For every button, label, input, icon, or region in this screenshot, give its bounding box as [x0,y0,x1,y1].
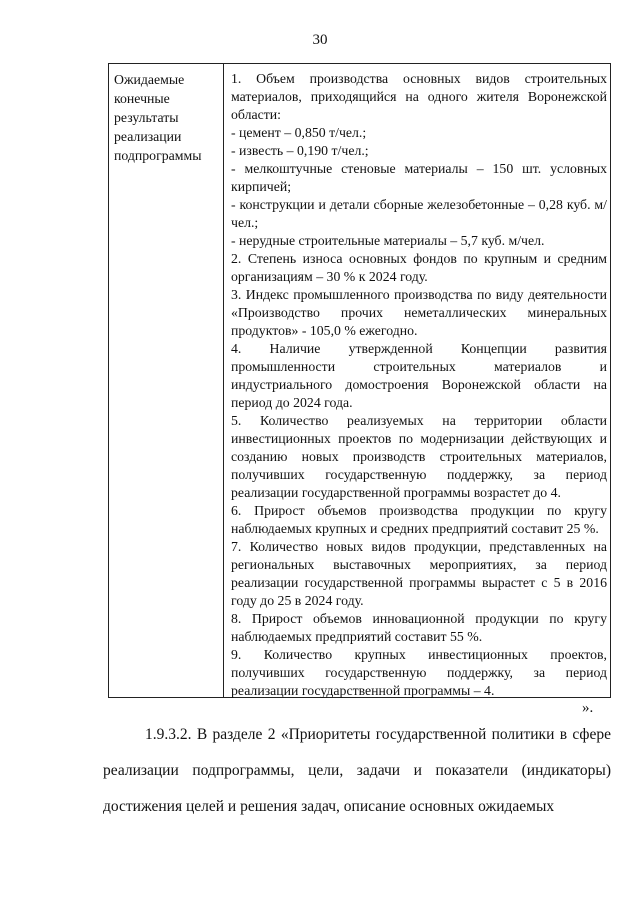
column-divider [223,64,224,697]
result-item: 7. Количество новых видов продукции, представленных на региональных выставочных мероприятиях, за период реализации государственной программы вырастет с 5 в 2016 году до 25 в 2024 году. [231,539,607,608]
result-item: - конструкции и детали сборные железобетонные – 0,28 куб. м/чел.; [231,197,607,230]
result-item: 6. Прирост объемов производства продукции по кругу наблюдаемых крупных и средних предприятий составит 25 %. [231,503,607,536]
result-item: - цемент – 0,850 т/чел.; [231,125,367,140]
result-item: 3. Индекс промышленного производства по виду деятельности «Производство прочих неметаллических минеральных продуктов» - 105,0 % ежегодно. [231,287,607,338]
result-item: 4. Наличие утвержденной Концепции развития промышленности строительных материалов и индустриального домостроения Воронежской области на период до 2024 года. [231,341,607,410]
result-item: 8. Прирост объемов инновационной продукции по кругу наблюдаемых предприятий составит 55 %. [231,611,607,644]
result-item: - мелкоштучные стеновые материалы – 150 шт. условных кирпичей; [231,161,607,194]
page-number: 30 [312,32,328,48]
body-paragraph: 1.9.3.2. В разделе 2 «Приоритеты государственной политики в сфере реализации подпрограммы, цели, задачи и показатели (индикаторы) достижения целей и решения задач, описание основных ожидаемых [103,726,611,815]
results-table [108,63,611,698]
result-item: 9. Количество крупных инвестиционных проектов, получивших государственную поддержку, за период реализации государственной программы – 4. [231,647,607,698]
result-item: 2. Степень износа основных фондов по крупным и средним организациям – 30 % к 2024 году. [231,251,607,284]
result-item: - известь – 0,190 т/чел.; [231,143,369,158]
result-item: - нерудные строительные материалы – 5,7 куб. м/чел. [231,233,545,248]
result-item: 5. Количество реализуемых на территории области инвестиционных проектов по модернизации действующих и созданию новых производств строительных материалов, получивших государственную поддержку, за период реализации государственной программы возрастет до 4. [231,413,607,500]
result-item: 1. Объем производства основных видов строительных материалов, приходящийся на одного жителя Воронежской области: [231,71,607,122]
row-label: Ожидаемые конечные результаты реализации подпрограммы [114,72,202,163]
closing-quote: ». [582,700,594,716]
results-list [231,70,607,700]
